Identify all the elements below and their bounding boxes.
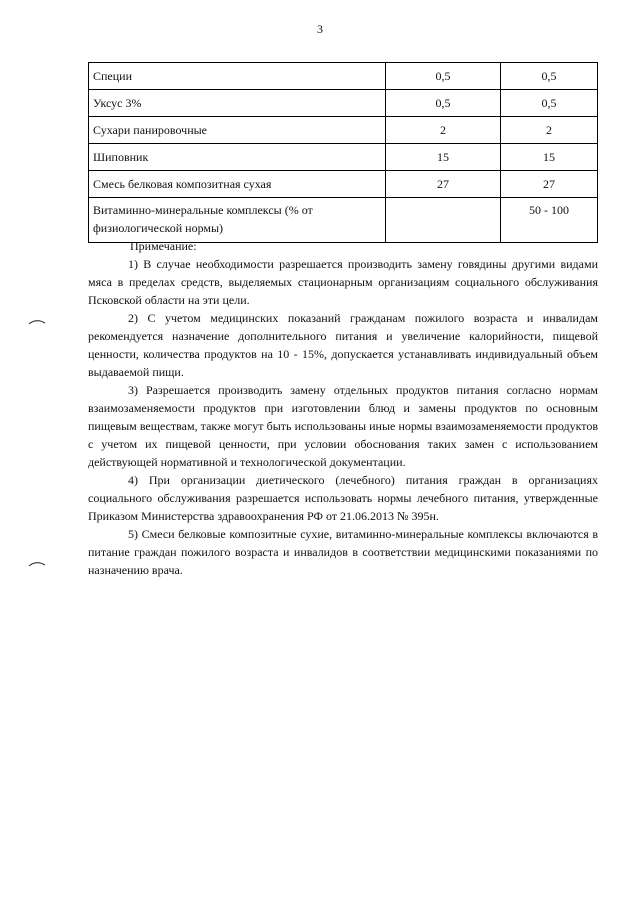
value-cell: 0,5 bbox=[501, 90, 598, 117]
page-number: 3 bbox=[317, 22, 323, 36]
notes-heading: Примечание: bbox=[130, 239, 197, 253]
value-cell: 50 - 100 bbox=[501, 198, 598, 243]
table-row bbox=[89, 171, 598, 198]
margin-mark bbox=[28, 560, 46, 568]
product-name-cell: Сухари панировочные bbox=[89, 117, 386, 144]
table-row bbox=[89, 63, 598, 90]
value-cell: 0,5 bbox=[386, 90, 501, 117]
product-name-cell: Смесь белковая композитная сухая bbox=[89, 171, 386, 198]
value-cell bbox=[386, 198, 501, 243]
table-row bbox=[89, 144, 598, 171]
value-cell: 27 bbox=[501, 171, 598, 198]
table-row bbox=[89, 117, 598, 144]
value-cell: 0,5 bbox=[386, 63, 501, 90]
note-paragraph: 3) Разрешается производить замену отдельных продуктов питания согласно нормам взаимозаменяемости продуктов при изготовлении блюд и замены продуктов по основным пищевым веществам, также могут быть использованы иные нормы взаимозаменяемости продуктов с учетом их пищевой ценности, при условии обоснования таких замен с использованием действующей нормативной и технологической документации. bbox=[88, 383, 598, 469]
table-row bbox=[89, 90, 598, 117]
note-paragraph: 5) Смеси белковые композитные сухие, витаминно-минеральные комплексы включаются в питание граждан пожилого возраста и инвалидов в соответствии медицинскими показаниями по назначению врача. bbox=[88, 527, 598, 577]
value-cell: 2 bbox=[501, 117, 598, 144]
product-name-cell: Витаминно-минеральные комплексы (% от физиологической нормы) bbox=[89, 198, 386, 243]
note-paragraph: 4) При организации диетического (лечебного) питания граждан в организациях социального обслуживания разрешается использовать нормы лечебного питания, утвержденные Приказом Министерства здравоохранения РФ от 21.06.2013 № 395н. bbox=[88, 473, 598, 523]
product-name-cell: Специи bbox=[89, 63, 386, 90]
products-table bbox=[88, 62, 598, 243]
value-cell: 0,5 bbox=[501, 63, 598, 90]
notes-section bbox=[88, 237, 598, 579]
value-cell: 2 bbox=[386, 117, 501, 144]
product-name-cell: Уксус 3% bbox=[89, 90, 386, 117]
margin-mark bbox=[28, 318, 46, 326]
value-cell: 15 bbox=[501, 144, 598, 171]
note-paragraph: 2) С учетом медицинских показаний гражданам пожилого возраста и инвалидам рекомендуется назначение дополнительного питания и увеличение калорийности, пищевой ценности, количества продуктов на 10 - 15%, допускается устанавливать индивидуальный объем выдаваемой пищи. bbox=[88, 311, 598, 379]
product-name-cell: Шиповник bbox=[89, 144, 386, 171]
value-cell: 27 bbox=[386, 171, 501, 198]
value-cell: 15 bbox=[386, 144, 501, 171]
note-paragraph: 1) В случае необходимости разрешается производить замену говядины другими видами мяса в пределах средств, выделяемых стационарным организациям социального обслуживания Псковской области на эти цели. bbox=[88, 257, 598, 307]
table-row bbox=[89, 198, 598, 243]
